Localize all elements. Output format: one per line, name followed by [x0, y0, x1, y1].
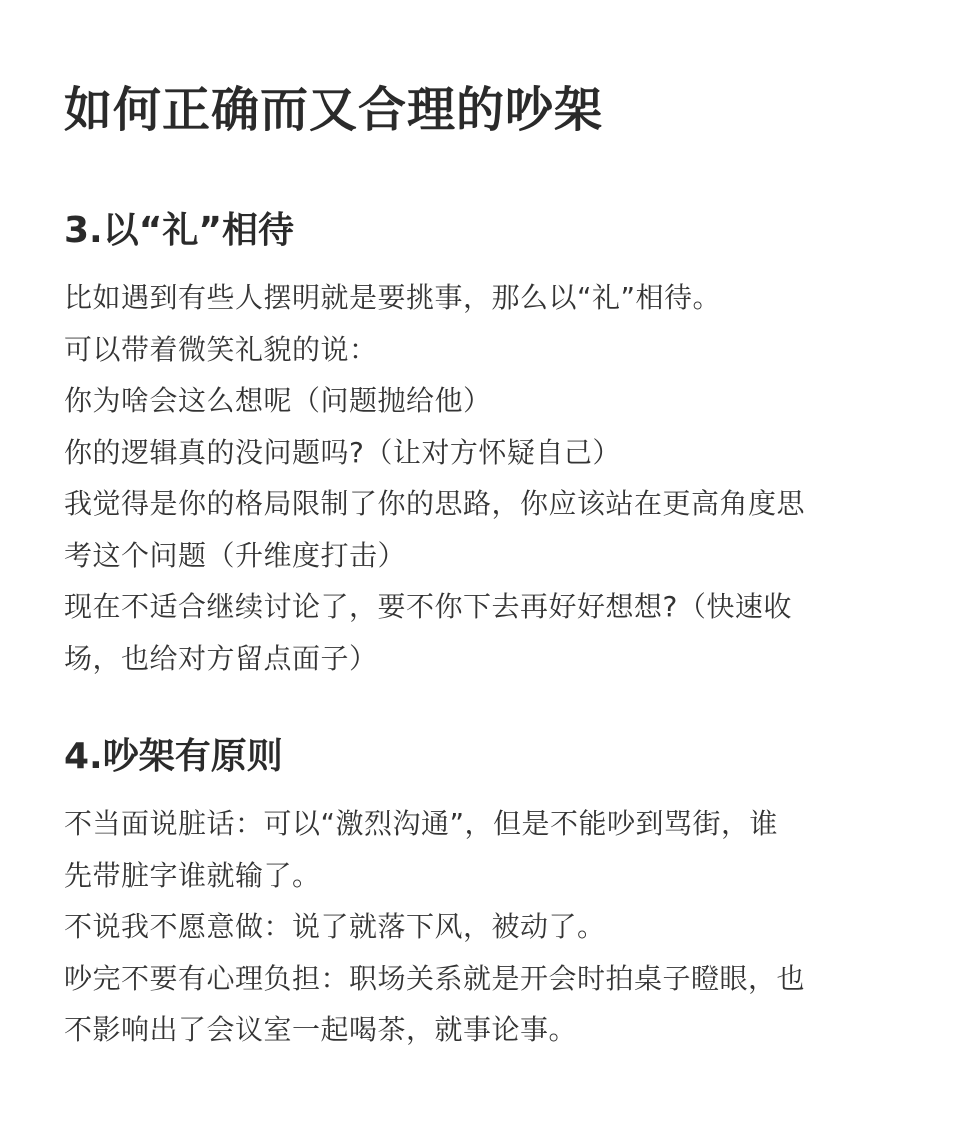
paragraph-line: 比如遇到有些人摆明就是要挑事，那么以“礼”相待。 [64, 281, 722, 314]
paragraph-line: 场，也给对方留点面子） [64, 641, 378, 675]
paragraph-line: 先带脏字谁就输了。 [64, 858, 321, 892]
section-heading-courtesy: 3.以“礼”相待 [64, 210, 295, 251]
paragraph-line: 你的逻辑真的没问题吗?（让对方怀疑自己） [64, 435, 621, 469]
paragraph-line: 考这个问题（升维度打击） [64, 538, 407, 572]
section-body-courtesy [64, 272, 904, 684]
paragraph-line: 可以带着微笑礼貌的说： [64, 332, 378, 366]
paragraph-line: 不当面说脏话：可以“激烈沟通”，但是不能吵到骂街，谁 [64, 807, 779, 840]
paragraph-line: 现在不适合继续讨论了，要不你下去再好好想想?（快速收 [64, 590, 792, 623]
paragraph-line: 你为啥会这么想呢（问题抛给他） [64, 384, 492, 417]
section-body-principles [64, 798, 904, 1056]
paragraph-line: 不说我不愿意做：说了就落下风，被动了。 [64, 910, 606, 943]
paragraph-line: 不影响出了会议室一起喝茶，就事论事。 [64, 1013, 578, 1046]
paragraph-line: 我觉得是你的格局限制了你的思路，你应该站在更高角度思 [64, 487, 806, 520]
section-heading-principles: 4.吵架有原则 [64, 736, 283, 777]
article-title: 如何正确而又合理的吵架 [64, 82, 604, 138]
paragraph-line: 吵完不要有心理负担：职场关系就是开会时拍桌子瞪眼，也 [64, 961, 806, 995]
